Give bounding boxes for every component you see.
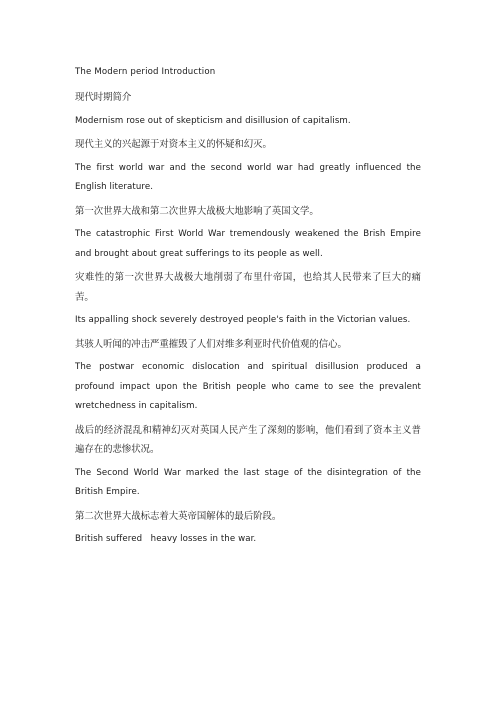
document-title: The Modern period Introduction bbox=[75, 67, 216, 77]
paragraph-en: The postwar economic dislocation and spiritual disillusion produced a profound impact upon the British people who came to see the prevalent wretchedness in capitalism. bbox=[75, 362, 421, 411]
paragraph-zh: 第一次世界大战和第二次世界大战极大地影响了英国文学。 bbox=[75, 205, 319, 217]
paragraph-zh: 灾难性的第一次世界大战极大地削弱了布里什帝国，也给其人民带来了巨大的痛苦。 bbox=[75, 272, 421, 303]
paragraph-zh: 战后的经济混乱和精神幻灭对英国人民产生了深刻的影响，他们看到了资本主义普遍存在的悲惨状况。 bbox=[75, 424, 421, 455]
paragraph-en: Modernism rose out of skepticism and disillusion of capitalism. bbox=[75, 115, 351, 126]
paragraph-zh: 现代时期简介 bbox=[75, 92, 132, 103]
paragraph-en: British suffered heavy losses in the war. bbox=[75, 534, 257, 544]
paragraph-en: The Second World War marked the last stage of the disintegration of the British Empire. bbox=[75, 467, 421, 497]
paragraph-zh: 第二次世界大战标志着大英帝国解体的最后阶段。 bbox=[75, 510, 282, 522]
document-body bbox=[75, 66, 421, 554]
paragraph-zh: 现代主义的兴起源于对资本主义的怀疑和幻灭。 bbox=[75, 139, 272, 150]
paragraph-en: The first world war and the second world war had greatly influenced the English literature. bbox=[75, 162, 421, 192]
paragraph-en: The catastrophic First World War tremendously weakened the Brish Empire and brought about great sufferings to its people as well. bbox=[75, 229, 421, 259]
paragraph-zh: 其骇人听闻的冲击严重摧毁了人们对维多利亚时代价值观的信心。 bbox=[75, 338, 347, 350]
paragraph-en: Its appalling shock severely destroyed people's faith in the Victorian values. bbox=[75, 315, 411, 325]
